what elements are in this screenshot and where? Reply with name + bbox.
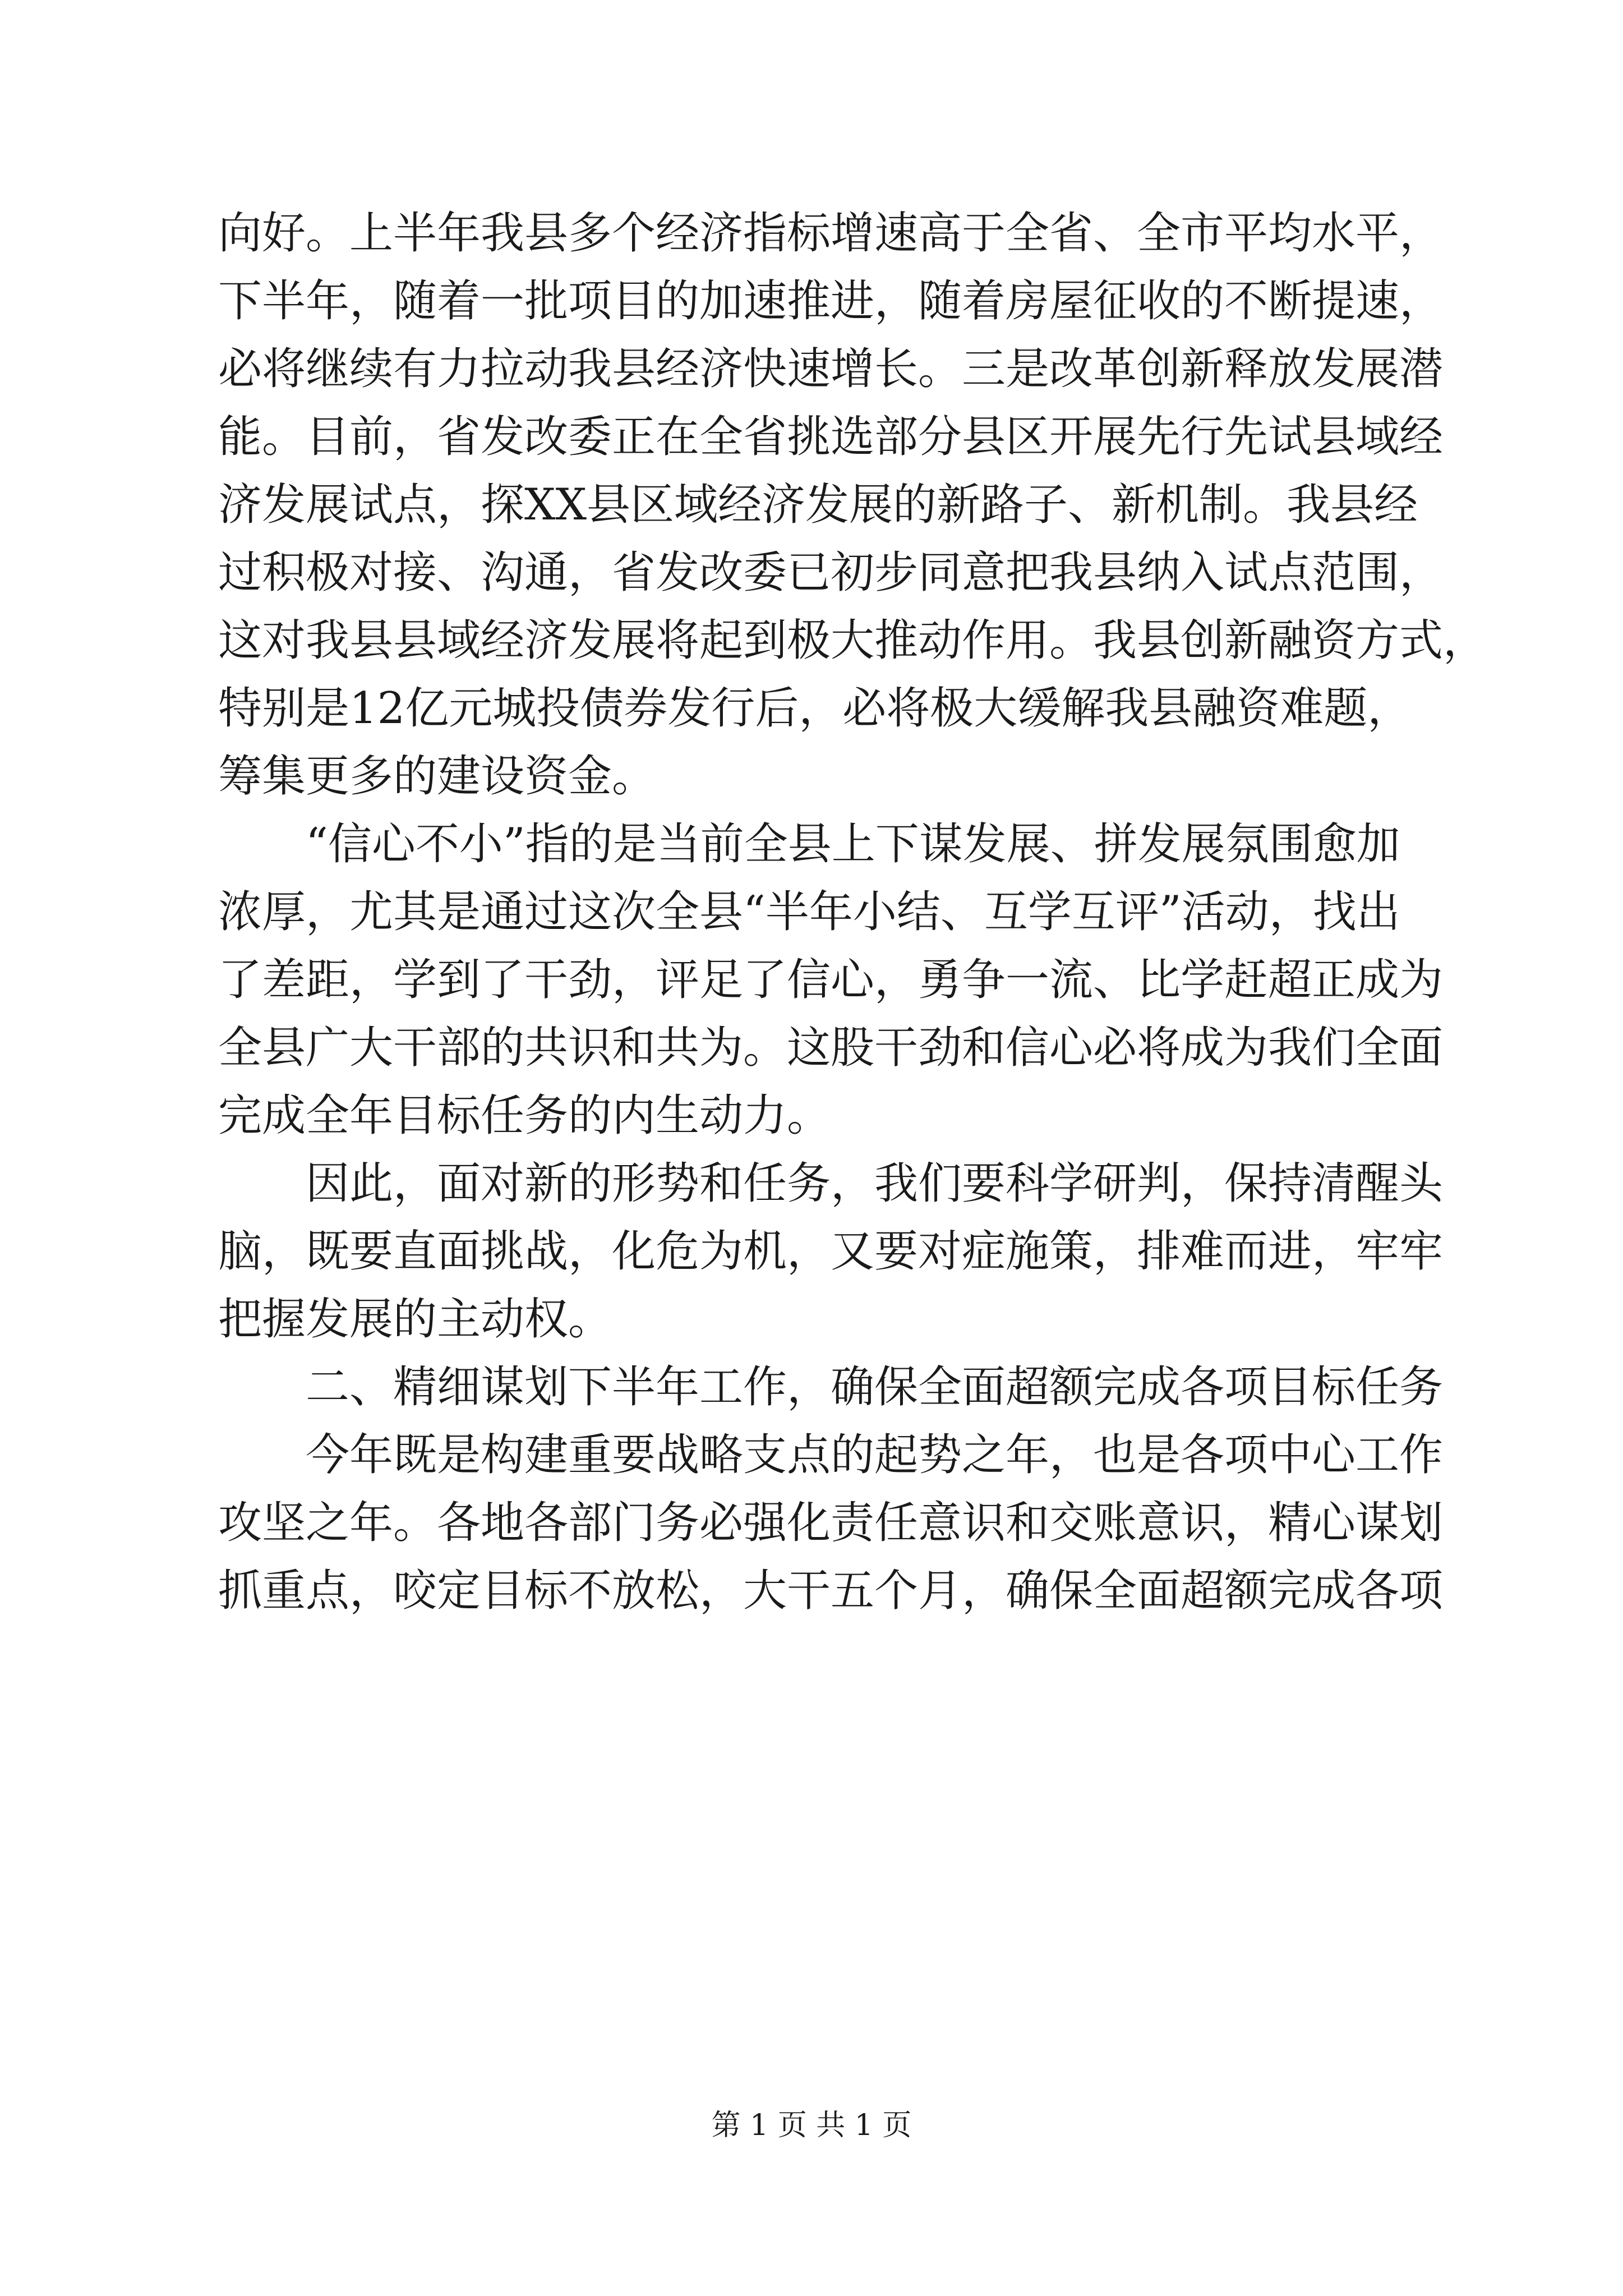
text-line: “信心不小”指的是当前全县上下谋发展、拼发展氛围愈加 <box>218 819 1400 869</box>
text-line: 过积极对接、沟通，省发改委已初步同意把我县纳入试点范围， <box>218 547 1444 598</box>
text-line: 特别是12亿元城投债券发行后，必将极大缓解我县融资难题， <box>218 683 1412 734</box>
body-text <box>218 200 1487 1625</box>
page-footer: 第 1 页 共 1 页 <box>711 2109 912 2142</box>
text-line: 今年既是构建重要战略支点的起势之年，也是各项中心工作 <box>218 1430 1444 1480</box>
text-line: 抓重点，咬定目标不放松，大干五个月，确保全面超额完成各项 <box>218 1566 1444 1616</box>
text-line: 脑，既要直面挑战，化危为机，又要对症施策，排难而进，牢牢 <box>218 1226 1444 1277</box>
section-heading: 二、精细谋划下半年工作，确保全面超额完成各项目标任务 <box>218 1362 1444 1412</box>
text-line: 筹集更多的建设资金。 <box>218 751 656 802</box>
text-line: 向好。上半年我县多个经济指标增速高于全省、全市平均水平， <box>218 208 1444 259</box>
text-line: 能。目前，省发改委正在全省挑选部分县区开展先行先试县域经 <box>218 412 1444 462</box>
text-line: 完成全年目标任务的内生动力。 <box>218 1091 831 1141</box>
text-line: 因此，面对新的形势和任务，我们要科学研判，保持清醒头 <box>218 1158 1444 1209</box>
text-line: 济发展试点，探XX县区域经济发展的新路子、新机制。我县经 <box>218 480 1418 530</box>
text-line: 下半年，随着一批项目的加速推进，随着房屋征收的不断提速， <box>218 276 1444 326</box>
text-line: 攻坚之年。各地各部门务必强化责任意识和交账意识，精心谋划 <box>218 1498 1444 1548</box>
text-line: 浓厚，尤其是通过这次全县“半年小结、互学互评”活动，找出 <box>218 887 1400 937</box>
text-line: 这对我县县域经济发展将起到极大推动作用。我县创新融资方式， <box>218 615 1487 666</box>
text-line: 了差距，学到了干劲，评足了信心，勇争一流、比学赶超正成为 <box>218 955 1444 1005</box>
text-line: 把握发展的主动权。 <box>218 1294 612 1345</box>
text-line: 全县广大干部的共识和共为。这股干劲和信心必将成为我们全面 <box>218 1023 1444 1073</box>
text-line: 必将继续有力拉动我县经济快速增长。三是改革创新释放发展潜 <box>218 344 1444 394</box>
